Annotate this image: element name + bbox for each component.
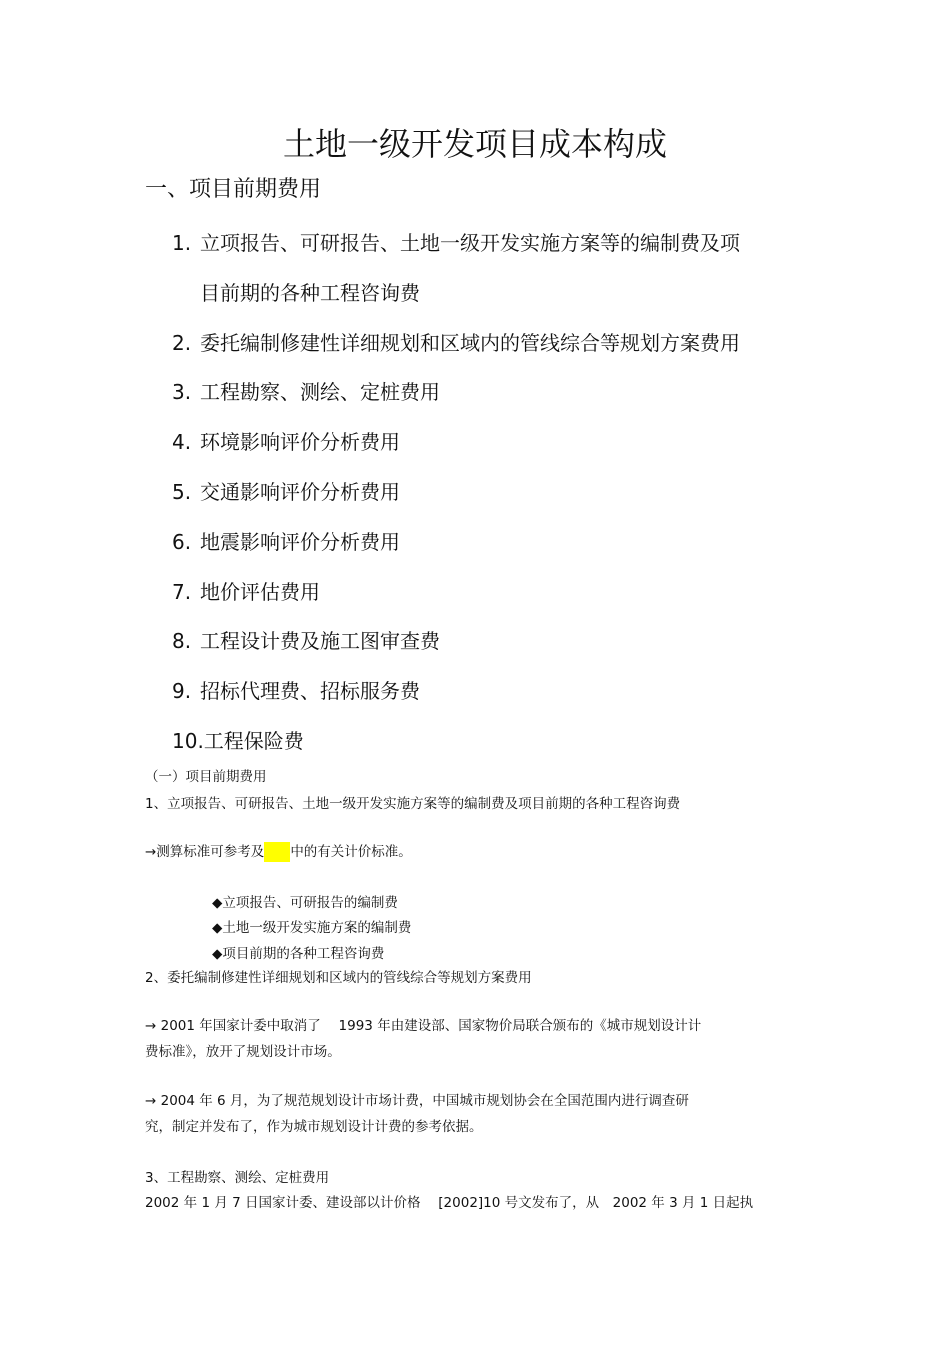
list-item-1 bbox=[172, 228, 740, 258]
document-title: 土地一级开发项目成本构成 bbox=[282, 125, 667, 163]
list-text: 工程勘察、测绘、定桩费用 bbox=[200, 380, 440, 404]
list-text: 地震影响评价分析费用 bbox=[200, 530, 400, 554]
list-number: 9. bbox=[172, 679, 192, 703]
note-text-before: →测算标准可参考及 bbox=[145, 844, 265, 860]
bullet-item: ◆项目前期的各种工程咨询费 bbox=[212, 946, 385, 962]
item3-para-line1: 2002 年 1 月 7 日国家计委、建设部以计价格 [2002]10 号文发布了，从 2002 年 3 月 1 日起执 bbox=[145, 1195, 754, 1211]
list-item-1-continuation: 目前期的各种工程咨询费 bbox=[200, 281, 420, 305]
highlight-mark bbox=[264, 842, 290, 862]
list-number: 8. bbox=[172, 629, 192, 653]
item2-para1-line1: → 2001 年国家计委中取消了 1993 年由建设部、国家物价局联合颁布的《城市规划设计计 bbox=[145, 1018, 702, 1034]
list-item-7 bbox=[172, 577, 320, 607]
list-text: 委托编制修建性详细规划和区域内的管线综合等规划方案费用 bbox=[200, 331, 740, 355]
list-text: 交通影响评价分析费用 bbox=[200, 480, 400, 504]
list-text: 工程保险费 bbox=[203, 729, 304, 753]
list-item-8 bbox=[172, 626, 440, 656]
list-text: 工程设计费及施工图审查费 bbox=[200, 629, 440, 653]
item3-heading: 3、工程勘察、测绘、定桩费用 bbox=[145, 1170, 330, 1186]
list-number: 6. bbox=[172, 530, 192, 554]
section-heading: 一、项目前期费用 bbox=[145, 177, 322, 202]
list-item-2 bbox=[172, 328, 740, 358]
list-text: 环境影响评价分析费用 bbox=[200, 430, 400, 454]
list-number: 1. bbox=[172, 231, 192, 255]
sub-heading: （一）项目前期费用 bbox=[145, 769, 267, 785]
list-item-6 bbox=[172, 527, 400, 557]
list-number: 10. bbox=[172, 729, 204, 753]
list-item-10 bbox=[172, 726, 304, 756]
list-text: 立项报告、可研报告、土地一级开发实施方案等的编制费及项 bbox=[200, 231, 740, 255]
item2-para2-line2: 究，制定并发布了，作为城市规划设计计费的参考依据。 bbox=[145, 1119, 483, 1135]
list-item-9 bbox=[172, 676, 420, 706]
item1-heading: 1、立项报告、可研报告、土地一级开发实施方案等的编制费及项目前期的各种工程咨询费 bbox=[145, 796, 681, 812]
list-item-3 bbox=[172, 377, 440, 407]
list-text: 地价评估费用 bbox=[200, 580, 320, 604]
item1-note bbox=[145, 842, 412, 862]
bullet-item: ◆土地一级开发实施方案的编制费 bbox=[212, 920, 412, 936]
list-number: 3. bbox=[172, 380, 192, 404]
item2-para1-line2: 费标准》，放开了规划设计市场。 bbox=[145, 1044, 341, 1060]
list-number: 4. bbox=[172, 430, 192, 454]
list-number: 7. bbox=[172, 580, 192, 604]
item2-heading: 2、委托编制修建性详细规划和区域内的管线综合等规划方案费用 bbox=[145, 970, 532, 986]
list-number: 2. bbox=[172, 331, 192, 355]
item2-para2-line1: → 2004 年 6 月，为了规范规划设计市场计费，中国城市规划协会在全国范围内进行调查研 bbox=[145, 1093, 689, 1109]
bullet-item: ◆立项报告、可研报告的编制费 bbox=[212, 895, 398, 911]
list-item-4 bbox=[172, 427, 400, 457]
list-item-5 bbox=[172, 477, 400, 507]
list-number: 5. bbox=[172, 480, 192, 504]
list-text: 招标代理费、招标服务费 bbox=[200, 679, 420, 703]
note-text-after: 中的有关计价标准。 bbox=[290, 844, 412, 860]
